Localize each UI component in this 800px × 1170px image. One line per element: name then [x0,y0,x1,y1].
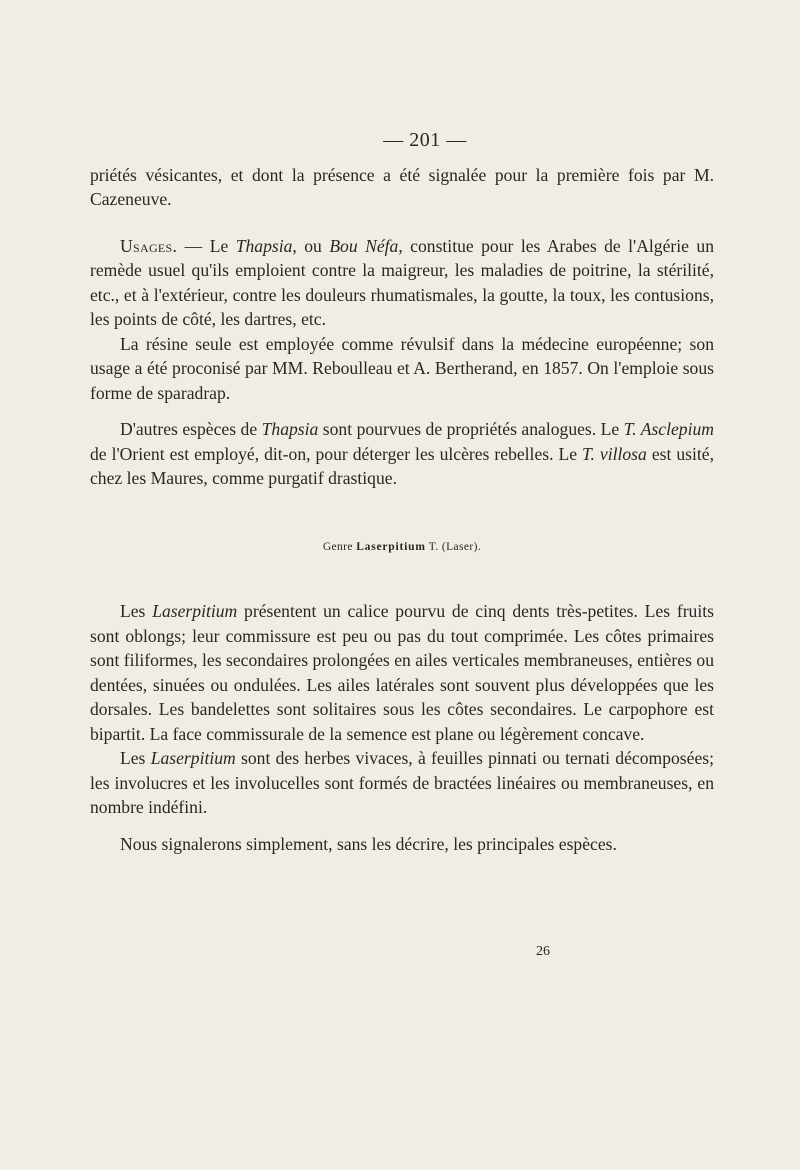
signature-mark: 26 [536,944,550,959]
genus-suffix: T. (Laser). [425,540,482,553]
taxon-laserpitium: Laserpitium [152,601,238,621]
paragraph-usages [90,234,714,332]
text-run: présentent un calice pourvu de cinq dents très-petites. Les fruits sont oblongs; leur commissure est peu ou pas du tout comprimée. Les côtes primaires sont filiformes, les secondaires prolongées en ailes verticales membraneuses, entières ou dentées, sinuées ou ondulées. Les ailes latérales sont souvent plus développées que les dorsales. Les bandelettes sont solitaires sous les côtes secondaires. Le carpophore est bipartit. La face commissurale de la semence est plane ou légèrement concave. [90,601,714,744]
text-run: sont des herbes vivaces, à feuilles pinnati ou ternati décomposées; les involucres et les involucelles sont formés de bractées linéaires ou membraneuses, en nombre indéfini. [90,748,714,817]
page-number: — 201 — [383,129,467,151]
paragraph-continuation [90,163,714,212]
taxon-thapsia: Thapsia [235,235,293,256]
vernacular-bou-nefa: Bou Néfa [329,235,399,256]
document-page [90,128,714,856]
paragraph-habit [90,746,714,820]
text-run: , constitue pour les Arabes de l'Algérie un remède usuel qu'ils emploient contre la maigreur, les maladies de poitrine, la stérilité, etc., et à l'extérieur, contre les douleurs rhumatismales, la goutte, la toux, les contusions, les points de côté, les dartres, etc. [90,235,714,329]
text-run: de l'Orient est employé, dit-on, pour déterger les ulcères rebelles. Le [90,443,583,464]
taxon-thapsia: Thapsia [261,419,319,439]
paragraph-other-species [90,417,714,491]
paragraph-resine [90,332,714,406]
text-run: priétés vésicantes, et dont la présence a été signalée pour la première fois par M. Cazeneuve. [90,164,714,209]
genus-name: Laserpitium [356,540,426,553]
paragraph-species-intro [90,832,714,857]
text-run: — Le [177,235,236,256]
paragraph-genus-description [90,599,714,746]
text-run: sont pourvues de propriétés analogues. Le [318,419,624,439]
text-run: Les [120,601,153,621]
text-run: , ou [292,235,330,256]
taxon-t-asclepium: T. Asclepium [623,419,714,439]
taxon-t-villosa: T. villosa [582,443,647,464]
taxon-laserpitium: Laserpitium [150,748,236,768]
genus-heading [90,535,714,560]
text-run: est usité, chez les Maures, comme purgatif drastique. [90,443,714,488]
text-run: Nous signalerons simplement, sans les décrire, les principales espèces. [120,833,617,854]
text-run: D'autres espèces de [120,419,262,439]
genus-prefix: Genre [322,540,357,553]
text-run: La résine seule est employée comme révulsif dans la médecine européenne; son usage a été proconisé par MM. Reboulleau et A. Bertherand, en 1857. On l'emploie sous forme de sparadrap. [90,333,714,403]
section-label-usages: Usages. [120,235,178,256]
text-run: Les [120,748,151,768]
